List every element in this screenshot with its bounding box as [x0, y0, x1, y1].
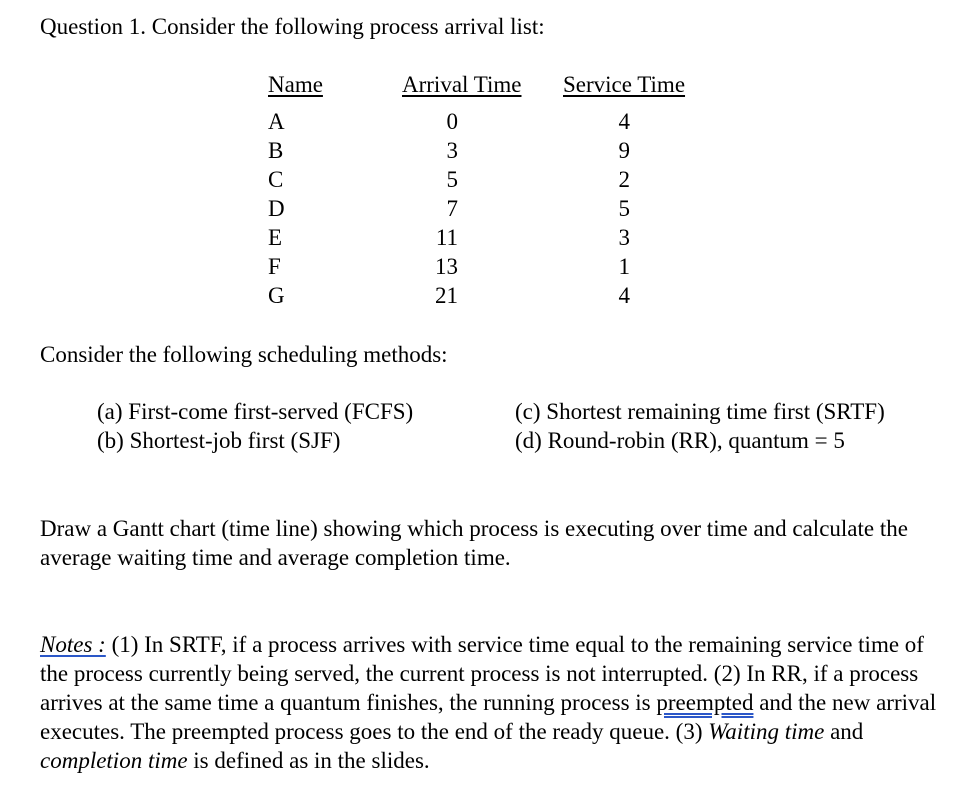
question-title: Question 1. Consider the following process arrival list: — [40, 14, 545, 39]
notes-text-1: (1) In SRTF, if a process arrives with service time equal to the remaining service time of the process currently being served, the current process is not interrupted. (2) In RR, if a process arrives at the same time a quantum finishes, the running process is — [40, 632, 924, 715]
notes-text-3: is defined as in the slides. — [187, 748, 430, 773]
service-cell: 4 — [618, 109, 630, 134]
arrival-time-column — [412, 107, 458, 310]
method-rr: (d) Round-robin (RR), quantum = 5 — [515, 428, 845, 453]
notes-completion-time: completion time — [40, 748, 188, 773]
arrival-cell: 5 — [446, 167, 458, 192]
notes-label: Notes : — [40, 632, 106, 657]
service-time-column — [600, 107, 630, 310]
name-cell: E — [268, 225, 283, 250]
name-cell: D — [268, 196, 285, 221]
instruction-paragraph: Draw a Gantt chart (time line) showing which process is executing over time and calculate the average waiting time and average completion time. — [40, 516, 908, 570]
name-cell: F — [268, 254, 281, 279]
arrival-cell: 0 — [446, 109, 458, 134]
service-cell: 3 — [618, 225, 630, 250]
service-cell: 4 — [618, 283, 630, 308]
service-cell: 9 — [618, 138, 630, 163]
notes-paragraph — [40, 630, 952, 775]
service-cell: 1 — [618, 254, 630, 279]
arrival-cell: 21 — [435, 283, 458, 308]
notes-and: and — [824, 719, 864, 744]
arrival-cell: 7 — [446, 196, 458, 221]
header-arrival-time: Arrival Time — [402, 72, 522, 97]
name-cell: C — [268, 167, 284, 192]
arrival-cell: 11 — [435, 225, 458, 250]
notes-waiting-time: Waiting time — [708, 719, 825, 744]
name-cell: B — [268, 138, 284, 163]
header-service-time: Service Time — [563, 72, 686, 97]
name-cell: G — [268, 283, 285, 308]
method-fcfs: (a) First-come first-served (FCFS) — [97, 399, 414, 424]
methods-intro: Consider the following scheduling methods: — [40, 342, 448, 367]
service-cell: 2 — [618, 167, 630, 192]
header-name: Name — [268, 72, 323, 97]
arrival-cell: 13 — [435, 254, 458, 279]
name-column — [268, 107, 285, 310]
name-cell: A — [268, 109, 285, 134]
method-srtf: (c) Shortest remaining time first (SRTF) — [515, 399, 885, 424]
notes-preempted-word: preempted — [656, 690, 754, 715]
notes-text-2: and the new arrival executes. The preempted process goes to the end of the ready queue. (3) — [40, 690, 937, 744]
arrival-cell: 3 — [446, 138, 458, 163]
method-sjf: (b) Shortest-job first (SJF) — [97, 428, 341, 453]
service-cell: 5 — [618, 196, 630, 221]
